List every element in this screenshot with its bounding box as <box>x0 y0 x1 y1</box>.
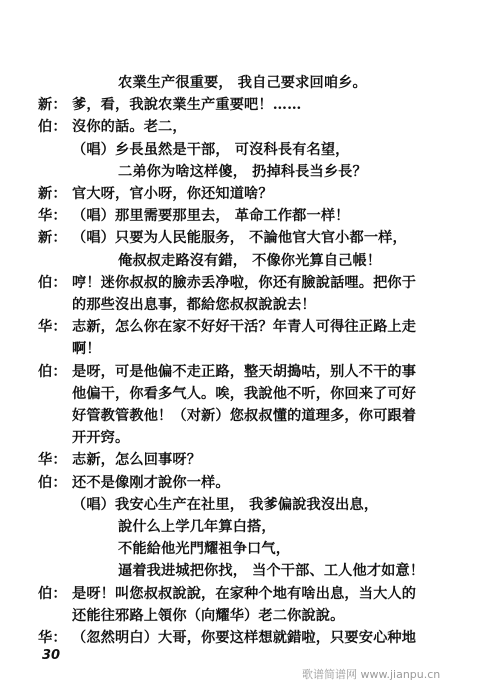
speaker-label: 伯： <box>38 119 67 136</box>
line-text: 哼！迷你叔叔的臉赤丢净啦，你还有臉說話哩。把你于 <box>72 274 417 291</box>
line-text: 逼着我进城把你找， 当个干部、工人他才如意！ <box>118 563 425 580</box>
line-text: 农業生产很重要， 我自己要求回咱乡。 <box>118 75 367 91</box>
text-line <box>0 272 478 294</box>
speaker-label: 新： <box>38 97 67 114</box>
line-text: 还能往邪路上領你（向耀华）老二你說說。 <box>72 607 345 624</box>
text-line <box>0 139 478 161</box>
text-line <box>0 250 478 272</box>
line-text: （唱）我安心生产在社里， 我爹偏說我沒出息， <box>72 496 379 513</box>
text-line <box>0 538 478 560</box>
line-text: 还不是像刚才說你一样。 <box>72 474 230 491</box>
text-line <box>0 161 478 183</box>
line-text: 是呀，可是他偏不走正路，整天胡搗咕，别人不干的事 <box>72 363 417 380</box>
speaker-label: 伯： <box>38 274 67 291</box>
line-text: （唱）乡長虽然是干部， 可沒科長有名望， <box>72 141 350 158</box>
line-text: 是呀！叫您叔叔說說，在家种个地有啥出息，当大人的 <box>72 585 417 602</box>
text-line <box>0 338 478 360</box>
text-line <box>0 94 478 116</box>
text-line <box>0 560 478 582</box>
line-text: 說什么上学几年算白搭， <box>118 519 276 535</box>
text-line <box>0 227 478 249</box>
speaker-label: 新： <box>38 186 67 202</box>
line-text: 不能給他光門耀祖争口气， <box>118 541 291 558</box>
text-line <box>0 583 478 605</box>
page-number: 30 <box>42 648 61 663</box>
line-text: 俺叔叔走路沒有錯， 不像你光算自己帳！ <box>118 252 382 269</box>
line-text: 志新，怎么你在家不好好干活？年青人可得往正路上走 <box>72 319 417 336</box>
site-watermark: 歌谱简谱网 www.jianpu.cn <box>302 668 441 681</box>
text-line <box>0 627 478 649</box>
speaker-label: 华： <box>38 452 67 469</box>
text-line <box>0 605 478 627</box>
line-text: 爹，看，我說农業生产重要吧！…… <box>72 97 302 114</box>
speaker-label: 华： <box>38 630 67 646</box>
text-line <box>0 405 478 427</box>
text-line <box>0 427 478 449</box>
text-line <box>0 316 478 338</box>
line-text: 好管教管教他！（对新）您叔叔懂的道理多，你可跟着 <box>72 408 417 424</box>
text-line <box>0 449 478 471</box>
line-text: 官大呀，官小呀，你还知道啥？ <box>72 186 273 202</box>
text-line <box>0 116 478 138</box>
text-line <box>0 361 478 383</box>
speaker-label: 华： <box>38 208 67 225</box>
speaker-label: 新： <box>38 230 67 247</box>
speaker-label: 伯： <box>38 474 67 491</box>
text-line <box>0 516 478 538</box>
line-text: 啊！ <box>72 341 101 358</box>
text-line <box>0 472 478 494</box>
text-line <box>0 494 478 516</box>
text-line <box>0 72 478 94</box>
line-text: 二弟你为啥这样傻， 扔掉科長当乡長？ <box>118 163 367 180</box>
line-text: 沒你的話。老二， <box>72 119 187 136</box>
line-text: （唱）只要为人民能服务， 不論他官大官小都一样， <box>72 230 407 247</box>
speaker-label: 伯： <box>38 585 67 602</box>
line-text: 的那些沒出息事，都給您叔叔說說去！ <box>72 297 316 313</box>
speaker-label: 伯： <box>38 363 67 380</box>
text-line <box>0 294 478 316</box>
speaker-label: 华： <box>38 319 67 336</box>
text-line <box>0 205 478 227</box>
text-line <box>0 383 478 405</box>
line-text: 开开窍。 <box>72 430 130 447</box>
text-line <box>0 183 478 205</box>
line-text: 他偏干，你看多气人。唉，我說他不听，你回来了可好 <box>72 385 417 402</box>
line-text: （唱）那里需要那里去， 革命工作都一样！ <box>72 208 350 225</box>
line-text: （忽然明白）大哥，你要这样想就錯啦，只要安心种地 <box>72 630 417 646</box>
line-text: 志新，怎么回事呀？ <box>72 452 202 469</box>
